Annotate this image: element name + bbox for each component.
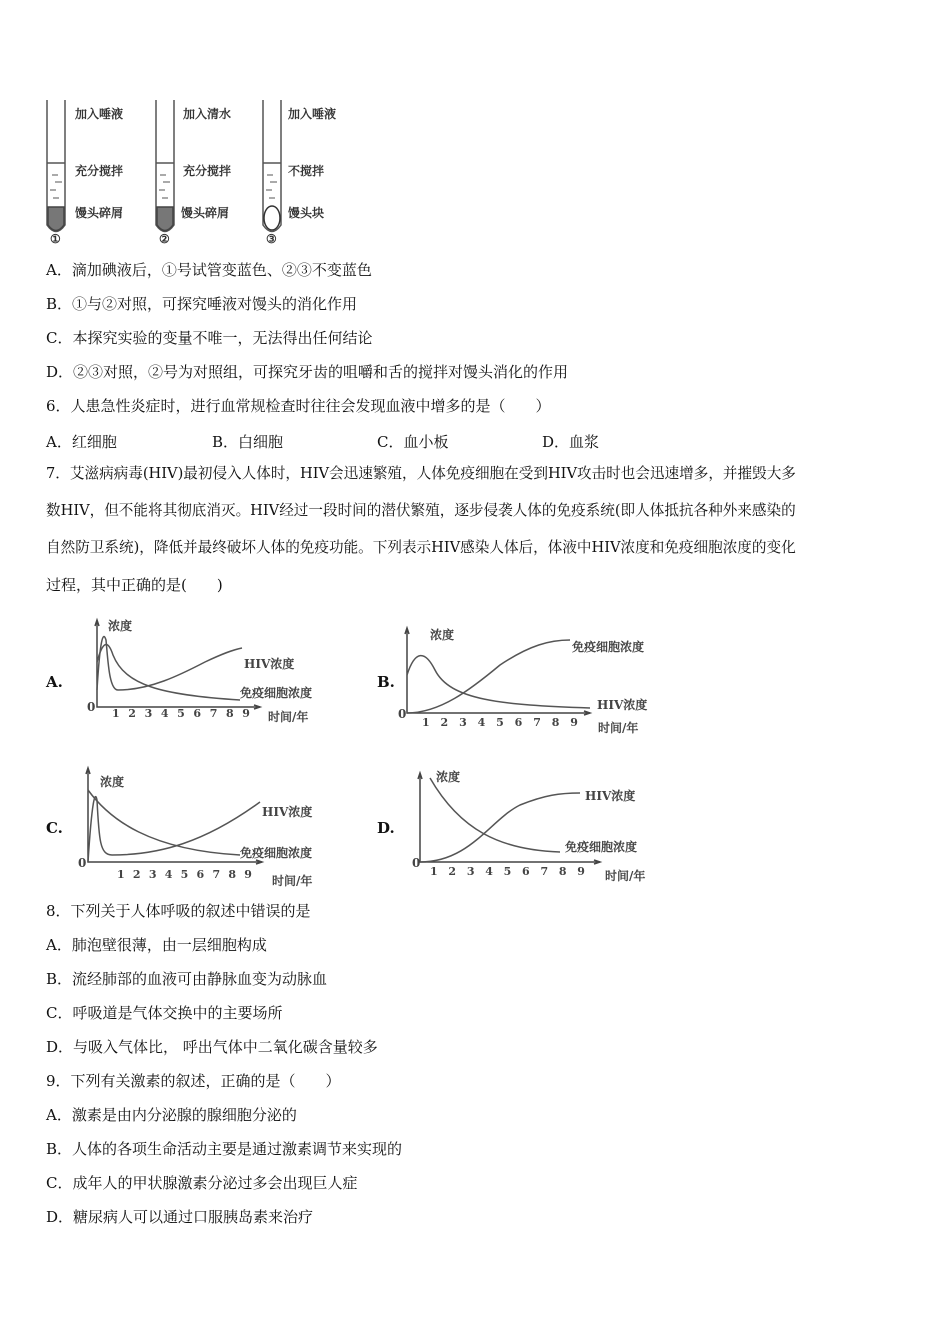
- q6-option-c: C．血小板: [377, 433, 449, 451]
- tube1-mid-label: 充分搅拌: [75, 164, 124, 178]
- graph-a-ylabel: 浓度: [108, 619, 133, 633]
- q6-option-b: B．白细胞: [212, 433, 284, 451]
- tick-label: 4: [477, 716, 486, 729]
- graph-c-hiv-label: HIV浓度: [262, 805, 313, 819]
- q8-option-a: A．肺泡壁很薄，由一层细胞构成: [46, 936, 267, 954]
- q6-stem: 6．人患急性炎症时，进行血常规检查时往往会发现血液中增多的是（ ）: [46, 397, 551, 415]
- tick-label: 6: [514, 716, 523, 729]
- q7-stem-line1: 7．艾滋病病毒(HIV)最初侵入人体时，HIV会迅速繁殖，人体免疫细胞在受到HIV攻击时也会迅速增多，并摧毁大多: [46, 465, 796, 482]
- tube1-bottom-label: 馒头碎屑: [75, 206, 124, 220]
- graph-c-immune-label: 免疫细胞浓度: [240, 846, 313, 860]
- graph-a-immune-curve: [97, 645, 240, 700]
- graph-a-zero: 0: [87, 700, 96, 714]
- graph-a-immune-label: 免疫细胞浓度: [240, 686, 313, 700]
- graph-d-ticks: [430, 865, 585, 878]
- tick-label: 4: [160, 707, 169, 720]
- tick-label: 9: [242, 707, 250, 720]
- graph-b-hiv-label: HIV浓度: [597, 698, 648, 712]
- tick-label: 2: [128, 707, 136, 720]
- graph-b-immune-curve: [407, 640, 570, 713]
- tube3-number: ③: [266, 232, 277, 246]
- graph-b-xlabel: 时间/年: [598, 721, 639, 735]
- graph-d-ylabel: 浓度: [436, 770, 461, 784]
- graph-a-ticks: [112, 707, 250, 720]
- tube2-bottom-label: 馒头碎屑: [181, 206, 230, 220]
- tick-label: 7: [212, 868, 221, 881]
- q9-option-b: B．人体的各项生命活动主要是通过激素调节来实现的: [46, 1140, 403, 1158]
- tube1-number: ①: [50, 232, 61, 246]
- tick-label: 8: [558, 865, 567, 878]
- q8-option-c: C．呼吸道是气体交换中的主要场所: [46, 1004, 283, 1022]
- graph-b-hiv-curve: [407, 656, 590, 708]
- test-tube-2: [156, 100, 174, 232]
- tick-label: 2: [440, 716, 449, 729]
- q6-option-d: D．血浆: [542, 433, 600, 451]
- tube2-top-label: 加入清水: [183, 107, 232, 121]
- graph-c-xlabel: 时间/年: [272, 874, 313, 888]
- tube2-mid-label: 充分搅拌: [183, 164, 232, 178]
- tick-label: 1: [112, 707, 120, 720]
- tube3-mid-label: 不搅拌: [288, 164, 325, 178]
- graph-b-ticks: [422, 716, 578, 729]
- graph-c-letter[interactable]: C.: [46, 819, 63, 837]
- q9-option-d: D．糖尿病人可以通过口服胰岛素来治疗: [46, 1208, 314, 1226]
- tick-label: 8: [551, 716, 560, 729]
- test-tube-3: [263, 100, 281, 232]
- q7-stem-line3: 自然防卫系统)，降低并最终破坏人体的免疫功能。下列表示HIV感染人体后，体液中HIV浓度和免疫细胞浓度的变化: [46, 539, 796, 556]
- graph-c-immune-curve: [88, 790, 240, 855]
- q5-option-b: B．①与②对照，可探究唾液对馒头的消化作用: [46, 295, 358, 313]
- tick-label: 5: [180, 868, 189, 881]
- q9-stem: 9．下列有关激素的叙述，正确的是（ ）: [46, 1072, 341, 1090]
- q9-option-c: C．成年人的甲状腺激素分泌过多会出现巨人症: [46, 1174, 358, 1192]
- graph-c-ylabel: 浓度: [100, 775, 125, 789]
- tick-label: 4: [164, 868, 173, 881]
- q5-option-d: D．②③对照，②号为对照组，可探究牙齿的咀嚼和舌的搅拌对馒头消化的作用: [46, 363, 569, 381]
- graph-b-letter[interactable]: B.: [377, 673, 395, 691]
- tick-label: 6: [193, 707, 202, 720]
- graph-d-letter[interactable]: D.: [377, 819, 395, 837]
- tick-label: 8: [228, 868, 236, 881]
- tick-label: 1: [117, 868, 125, 881]
- q8-option-d: D．与吸入气体比， 呼出气体中二氧化碳含量较多: [46, 1038, 378, 1056]
- test-tube-1: [47, 100, 65, 232]
- graph-d-immune-curve: [430, 778, 560, 852]
- tick-label: 5: [496, 716, 504, 729]
- graph-d-immune-label: 免疫细胞浓度: [565, 840, 638, 854]
- graph-a-letter[interactable]: A.: [46, 673, 63, 691]
- tube1-top-label: 加入唾液: [75, 107, 124, 121]
- graph-a-hiv-label: HIV浓度: [244, 657, 295, 671]
- tick-label: 8: [225, 707, 234, 720]
- tick-label: 9: [577, 865, 585, 878]
- tick-label: 4: [485, 865, 493, 878]
- graph-c-hiv-curve: [88, 797, 260, 862]
- q7-stem-line2: 数HIV，但不能将其彻底消灭。HIV经过一段时间的潜伏繁殖，逐步侵袭人体的免疫系统(即人体抵抗各种外来感染的: [46, 502, 796, 519]
- tick-label: 3: [459, 716, 467, 729]
- tick-label: 7: [540, 865, 549, 878]
- tick-label: 2: [132, 868, 141, 881]
- tick-label: 6: [522, 865, 530, 878]
- q5-option-c: C．本探究实验的变量不唯一，无法得出任何结论: [46, 329, 373, 347]
- tick-label: 2: [448, 865, 457, 878]
- graph-d-hiv-label: HIV浓度: [585, 789, 636, 803]
- tick-label: 9: [244, 868, 252, 881]
- graph-b-ylabel: 浓度: [430, 628, 455, 642]
- tick-label: 3: [148, 868, 157, 881]
- graph-b-immune-label: 免疫细胞浓度: [572, 640, 645, 654]
- q8-option-b: B．流经肺部的血液可由静脉血变为动脉血: [46, 970, 328, 988]
- tick-label: 1: [430, 865, 438, 878]
- tick-label: 3: [466, 865, 475, 878]
- q7-stem-line4: 过程，其中正确的是( ): [46, 576, 223, 594]
- graph-a-xlabel: 时间/年: [268, 710, 309, 724]
- tick-label: 5: [503, 865, 512, 878]
- tick-label: 6: [196, 868, 205, 881]
- tick-label: 1: [422, 716, 430, 729]
- graph-d-xlabel: 时间/年: [605, 869, 646, 883]
- tube3-top-label: 加入唾液: [288, 107, 337, 121]
- graph-a-hiv-curve: [97, 637, 242, 690]
- q9-option-a: A．激素是由内分泌腺的腺细胞分泌的: [46, 1106, 297, 1124]
- tick-label: 9: [570, 716, 578, 729]
- tick-label: 7: [209, 707, 218, 720]
- tick-label: 7: [533, 716, 541, 729]
- graph-c-zero: 0: [78, 856, 87, 870]
- tube3-bottom-label: 馒头块: [288, 206, 325, 220]
- q6-option-a: A．红细胞: [46, 433, 117, 451]
- tick-label: 5: [177, 707, 185, 720]
- graph-d-zero: 0: [412, 856, 421, 870]
- tick-label: 3: [144, 707, 153, 720]
- q5-option-a: A．滴加碘液后，①号试管变蓝色、②③不变蓝色: [46, 261, 372, 279]
- q8-stem: 8．下列关于人体呼吸的叙述中错误的是: [46, 902, 311, 920]
- tube2-number: ②: [159, 232, 170, 246]
- graph-c-ticks: [117, 868, 252, 881]
- graph-b-zero: 0: [398, 707, 407, 721]
